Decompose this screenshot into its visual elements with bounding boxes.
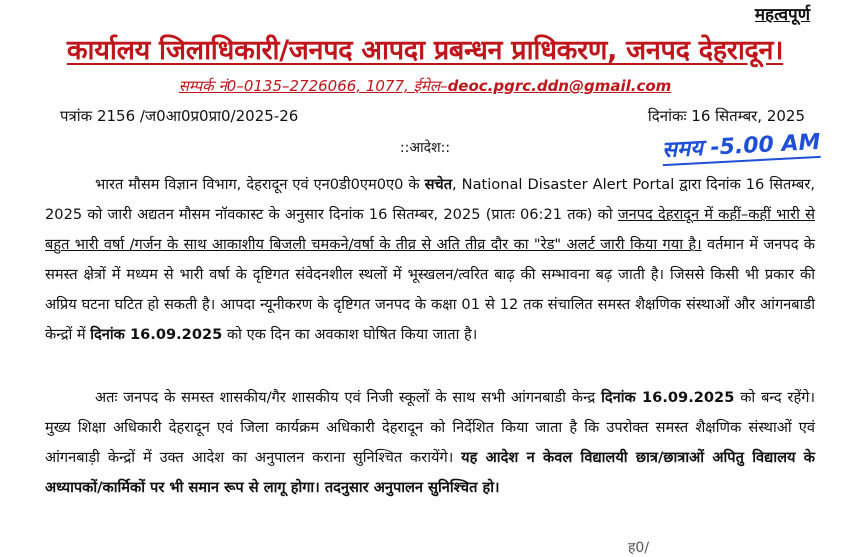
p2-text-a: अतः जनपद के समस्त शासकीय/गैर शासकीय एवं निजी स्कूलों के साथ सभी आंगनबाडी केन्द्र xyxy=(95,389,602,406)
p1-red-alert-statement: जनपद देहरादून में कहीं–कहीं भारी से बहुत भारी वर्षा /गर्जन के साथ आकाशीय बिजली चमकने/वर्षा के तीव्र से अति तीव्र दौर का "रेड" अलर्ट जारी किया गया है। xyxy=(45,206,815,253)
letter-number: पत्रांक 2156 /ज0आ0प्र0प्रा0/2025-26 xyxy=(60,107,299,125)
p2-applicability-statement: यह आदेश न केवल विद्यालयी छात्र/छात्राओं अपितु विद्यालय के अध्यापकों/कार्मिकों पर भी समान रूप से लागू होगा। तदनुसार अनुपालन सुनिश्चित हो। xyxy=(45,449,816,496)
contact-text: सम्पर्क नं0–0135–2726066, 1077, ईमेल– xyxy=(178,77,448,95)
paragraph-1 xyxy=(45,170,815,350)
signature-fragment: ह0/ xyxy=(628,540,650,556)
handwritten-time: समय -5.00 AM xyxy=(661,126,821,166)
letter-date: दिनांकः 16 सितम्बर, 2025 xyxy=(647,107,805,125)
paragraph-2 xyxy=(45,383,815,503)
p1-text-a: भारत मौसम विज्ञान विभाग, देहरादून एवं एन0डी0एम0ए0 के xyxy=(95,176,425,193)
p1-holiday-date: दिनांक 16.09.2025 xyxy=(90,326,223,343)
p1-text-c: , National Disaster Alert Portal द्वारा दिनांक 16 सितम्बर, 2025 को जारी अद्यतन मौसम नॉवकास्ट के अनुसार दिनांक 16 सितम्बर, 2025 (प्रातः 06:21 तक) को xyxy=(45,176,815,223)
order-heading: ::आदेश:: xyxy=(399,140,451,156)
p1-text-g: को एक दिन का अवकाश घोषित किया जाता है। xyxy=(222,326,478,343)
importance-label: महत्वपूर्ण xyxy=(754,5,810,25)
p2-closure-date: दिनांक 16.09.2025 xyxy=(601,389,735,406)
office-title: कार्यालय जिलाधिकारी/जनपद आपदा प्रबन्धन प्राधिकरण, जनपद देहरादून। xyxy=(66,35,784,66)
p2-text-c: को बन्द रहेंगे। मुख्य शिक्षा अधिकारी देहरादून एवं जिला कार्यक्रम अधिकारी देहरादून को निर्देशित किया जाता है कि उपरोक्त समस्त शैक्षणिक संस्थाओं एवं आंगनबाड़ी केन्द्रों में उक्त आदेश का अनुपालन कराना सुनिश्चित करायेंगे। xyxy=(45,389,815,466)
p1-text-e: वर्तमान में जनपद के समस्त क्षेत्रों में मध्यम से भारी वर्षा के दृष्टिगत संवेदनशील स्थलों में भूस्खलन/त्वरित बाढ़ की सम्भावना बढ़ जाती है। जिससे किसी भी प्रकार की अप्रिय घटना घटित हो सकती है। आपदा न्यूनीकरण के दृष्टिगत जनपद के कक्षा 01 से 12 तक संचालित समस्त शैक्षणिक संस्थाओं और आंगनबाडी केन्द्रों में xyxy=(45,236,816,343)
contact-email: deoc.pgrc.ddn@gmail.com xyxy=(447,77,672,95)
contact-line xyxy=(0,76,850,96)
p1-bold-alert: सचेत xyxy=(424,176,453,193)
